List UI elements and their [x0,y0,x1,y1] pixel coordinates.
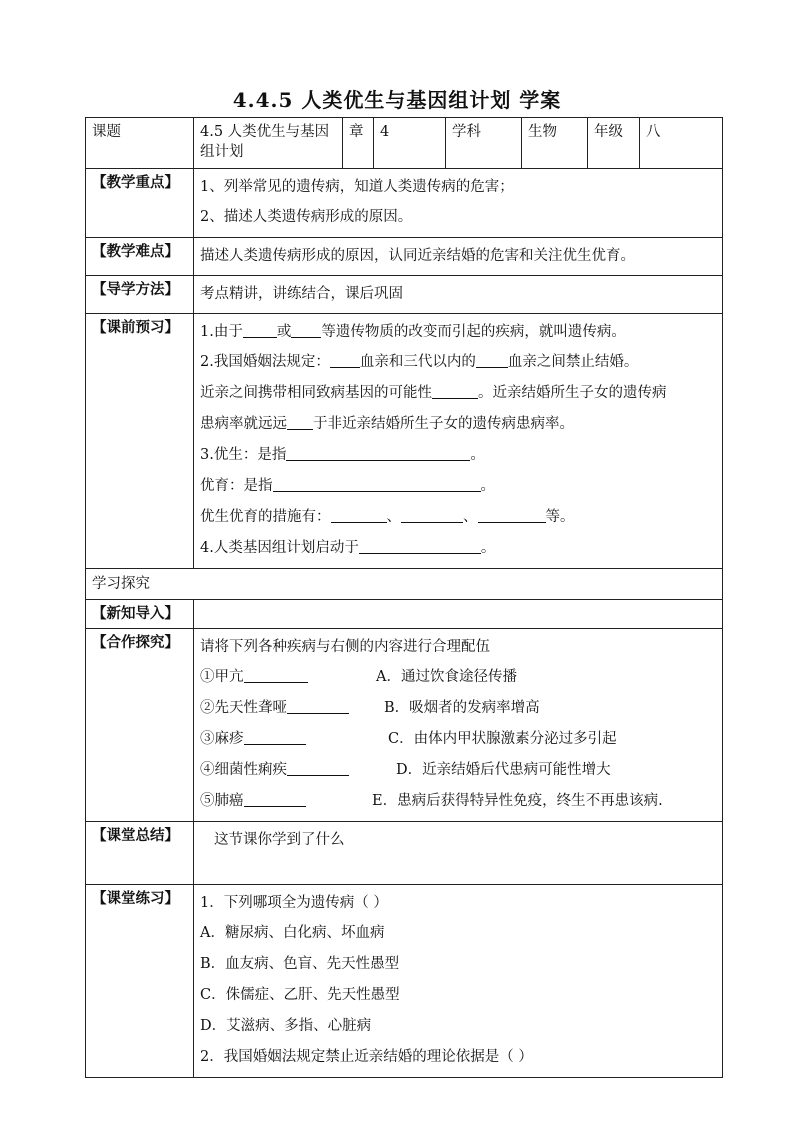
preview-content [194,314,723,569]
intro-label: 【新知导入】 [86,600,194,629]
match-item: ③麻疹 C．由体内甲状腺激素分泌过多引起 [200,724,716,755]
summary-label: 【课堂总结】 [86,822,194,885]
fill-blank[interactable] [287,697,349,714]
fill-blank[interactable] [478,506,546,523]
method-row [86,276,723,314]
grade-label: 年级 [588,118,640,169]
summary-prompt: 这节课你学到了什么 [214,832,345,848]
key-points-row [86,169,723,238]
chapter-label: 章 [343,118,374,169]
fill-blank[interactable] [287,413,313,430]
method-text: 考点精讲，讲练结合，课后巩固 [200,286,403,302]
key-point-1: 1、列举常见的遗传病，知道人类遗传病的危害； [200,179,514,195]
preview-line-4: 患病率就远远 于非近亲结婚所生子女的遗传病患病率。 [200,409,716,440]
key-points-content [194,169,723,238]
preview-line-2: 2.我国婚姻法规定： 血亲和三代以内的 血亲之间禁止结婚。 [200,347,716,378]
grade-value: 八 [640,118,723,169]
match-item: ①甲亢 A．通过饮食途径传播 [200,662,716,693]
question-1: 1．下列哪项全为遗传病（ ） [200,895,388,911]
match-item: ⑤肺癌 E．患病后获得特异性免疫，终生不再患该病. [200,786,716,817]
preview-label: 【课前预习】 [86,314,194,569]
preview-line-8: 4.人类基因组计划启动于 。 [200,533,716,564]
fill-blank[interactable] [331,506,387,523]
preview-line-6: 优育：是指 。 [200,471,716,502]
intro-row [86,600,723,629]
summary-row [86,822,723,885]
fill-blank[interactable] [359,537,481,554]
fill-blank[interactable] [401,506,463,523]
header-row [86,118,723,169]
preview-row [86,314,723,569]
method-label: 【导学方法】 [86,276,194,314]
option-c[interactable]: C．侏儒症、乙肝、先天性愚型 [200,987,400,1003]
explore-row [86,569,723,600]
chapter-value: 4 [374,118,446,169]
page-title: 4.4.5 人类优生与基因组计划 学案 [232,88,562,112]
key-points-label: 【教学重点】 [86,169,194,238]
lesson-plan-table [85,117,723,1078]
fill-blank[interactable] [330,351,360,368]
preview-line-3: 近亲之间携带相同致病基因的可能性 。近亲结婚所生子女的遗传病 [200,378,716,409]
subject-label: 学科 [446,118,522,169]
coop-content [194,629,723,822]
topic-value: 4.5 人类优生与基因组计划 [194,118,343,169]
coop-row [86,629,723,822]
option-a[interactable]: A．糖尿病、白化病、坏血病 [200,925,385,941]
subject-value: 生物 [522,118,588,169]
fill-blank[interactable] [243,321,277,338]
practice-label: 【课堂练习】 [86,885,194,1078]
difficulties-label: 【教学难点】 [86,238,194,276]
fill-blank[interactable] [244,790,306,807]
practice-content [194,885,723,1078]
intro-content[interactable] [194,600,723,629]
coop-label: 【合作探究】 [86,629,194,822]
key-point-2: 2、描述人类遗传病形成的原因。 [200,209,413,225]
explore-label: 学习探究 [92,576,150,592]
practice-row [86,885,723,1078]
fill-blank[interactable] [273,475,481,492]
option-d[interactable]: D．艾滋病、多指、心脏病 [200,1018,372,1034]
fill-blank[interactable] [286,444,470,461]
difficulties-text: 描述人类遗传病形成的原因，认同近亲结婚的危害和关注优生优育。 [200,248,635,264]
fill-blank[interactable] [244,728,306,745]
question-2: 2．我国婚姻法规定禁止近亲结婚的理论依据是（ ） [200,1049,533,1065]
topic-label: 课题 [86,118,194,169]
preview-line-5: 3.优生：是指 。 [200,440,716,471]
option-b[interactable]: B．血友病、色盲、先天性愚型 [200,956,400,972]
match-item: ④细菌性痢疾 D．近亲结婚后代患病可能性增大 [200,755,716,786]
fill-blank[interactable] [287,759,349,776]
fill-blank[interactable] [476,351,508,368]
coop-instruction: 请将下列各种疾病与右侧的内容进行合理配伍 [200,639,490,655]
match-item: ②先天性聋哑 B．吸烟者的发病率增高 [200,693,716,724]
fill-blank[interactable] [432,382,478,399]
fill-blank[interactable] [291,321,321,338]
difficulties-row [86,238,723,276]
preview-line-7: 优生优育的措施有： 、 、 等。 [200,502,716,533]
fill-blank[interactable] [244,666,308,683]
preview-line-1: 1.由于 或 等遗传物质的改变而引起的疾病，就叫遗传病。 [200,318,716,347]
